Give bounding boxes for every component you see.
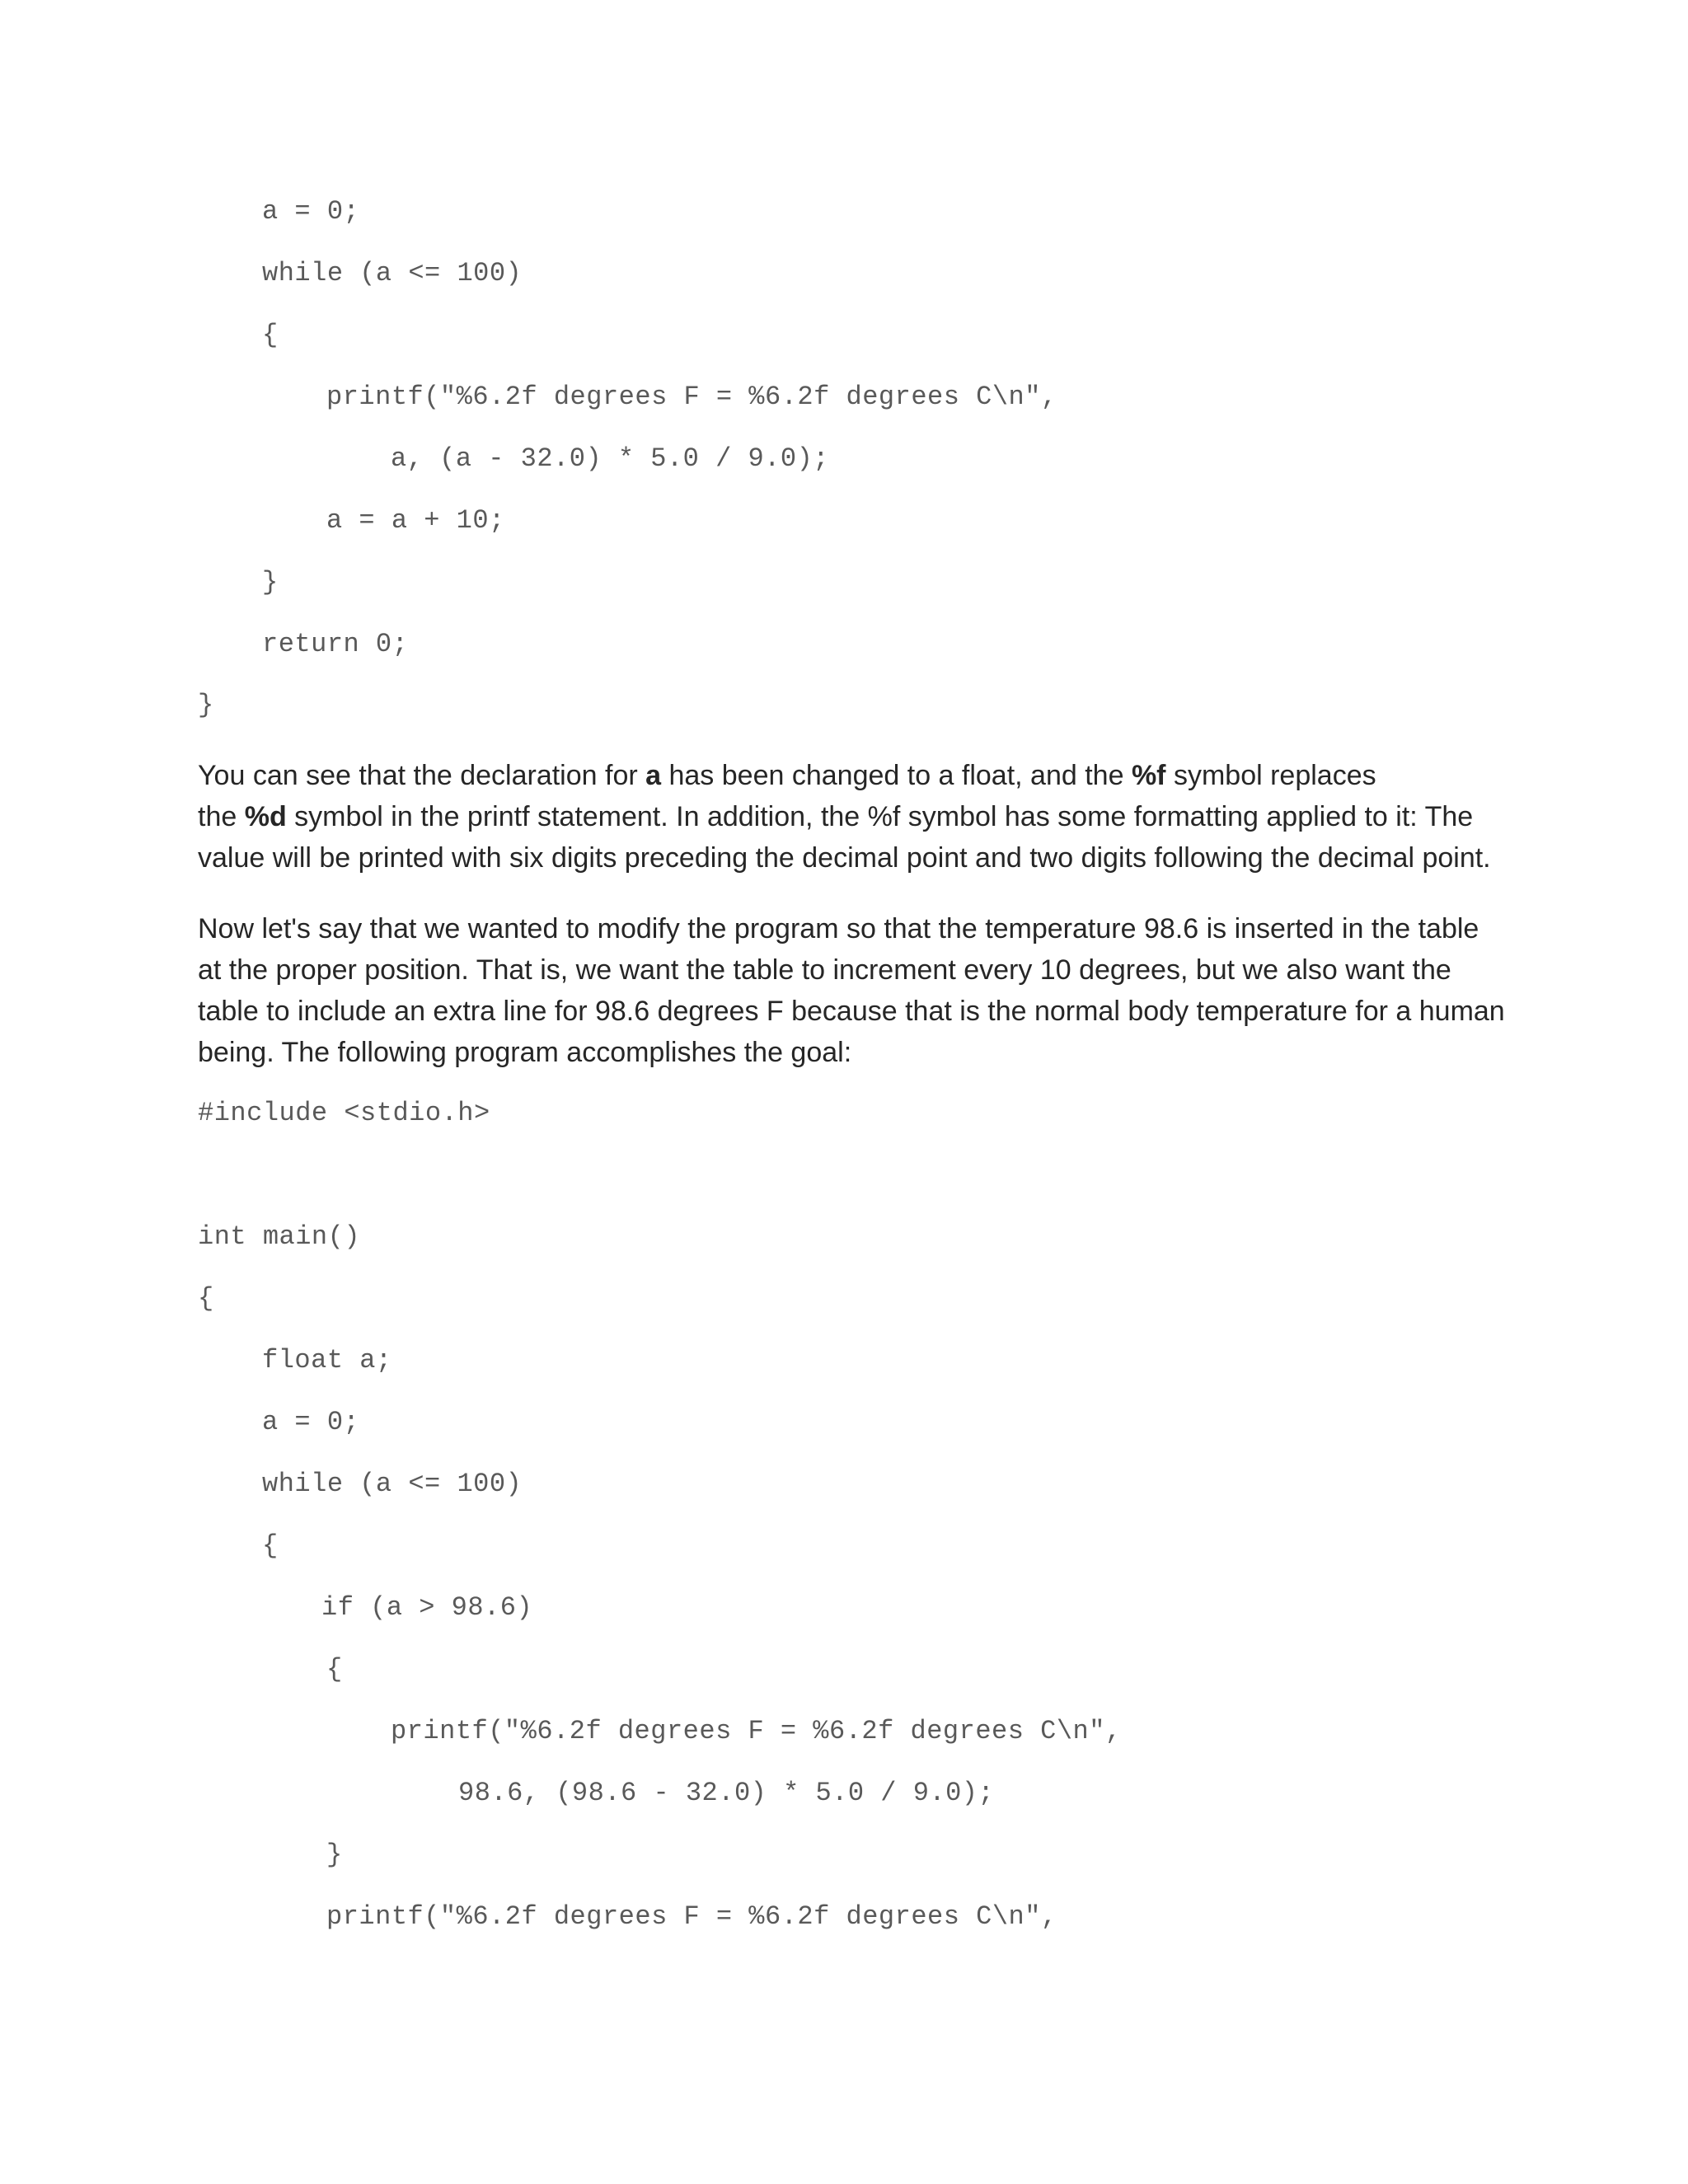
code-line: }: [326, 1840, 343, 1870]
text-run: symbol in the printf statement. In addition, the %f symbol has some formatting applied to it: The: [286, 801, 1474, 832]
text-run: symbol replaces: [1165, 760, 1376, 791]
code-line: printf("%6.2f degrees F = %6.2f degrees C\n",: [326, 1901, 1057, 1932]
code-line: 98.6, (98.6 - 32.0) * 5.0 / 9.0);: [458, 1778, 995, 1808]
text-run: has been changed to a float, and the: [661, 760, 1132, 791]
code-line: #include <stdio.h>: [198, 1098, 490, 1128]
paragraph-line: value will be printed with six digits preceding the decimal point and two digits following the decimal point.: [198, 842, 1491, 874]
code-line: return 0;: [262, 629, 409, 659]
text-run: the: [198, 801, 245, 832]
code-line: {: [198, 1283, 214, 1314]
code-line: float a;: [262, 1345, 392, 1376]
code-line: if (a > 98.6): [321, 1592, 533, 1623]
text-run: You can see that the declaration for: [198, 760, 646, 791]
paragraph-line: at the proper position. That is, we want the table to increment every 10 degrees, but we also want the: [198, 954, 1451, 986]
code-line: {: [326, 1654, 343, 1685]
goal-paragraph: [198, 908, 1505, 1073]
explanation-paragraph: [198, 755, 1500, 879]
paragraph-line: being. The following program accomplishes the goal:: [198, 1037, 852, 1068]
bold-variable-a: a: [645, 760, 662, 791]
code-line: {: [262, 320, 279, 350]
paragraph-line: [198, 755, 1500, 796]
code-line: }: [262, 567, 279, 598]
paragraph-line: table to include an extra line for 98.6 degrees F because that is the normal body temperature for a human: [198, 996, 1505, 1027]
bold-format-f: %f: [1131, 760, 1166, 791]
paragraph-line: Now let's say that we wanted to modify the program so that the temperature 98.6 is inserted in the table: [198, 913, 1479, 944]
code-line: while (a <= 100): [262, 258, 523, 288]
code-line: a, (a - 32.0) * 5.0 / 9.0);: [391, 443, 829, 474]
bold-format-d: %d: [244, 801, 287, 832]
paragraph-line: [198, 796, 1500, 837]
code-line: a = 0;: [262, 196, 360, 227]
code-line: }: [198, 690, 214, 720]
code-line: a = a + 10;: [326, 505, 505, 536]
code-line: while (a <= 100): [262, 1469, 523, 1499]
code-line: int main(): [198, 1221, 361, 1252]
code-line: {: [262, 1530, 279, 1561]
code-line: printf("%6.2f degrees F = %6.2f degrees C\n",: [326, 382, 1057, 412]
code-line: printf("%6.2f degrees F = %6.2f degrees C\n",: [391, 1716, 1122, 1746]
code-line: a = 0;: [262, 1407, 360, 1437]
